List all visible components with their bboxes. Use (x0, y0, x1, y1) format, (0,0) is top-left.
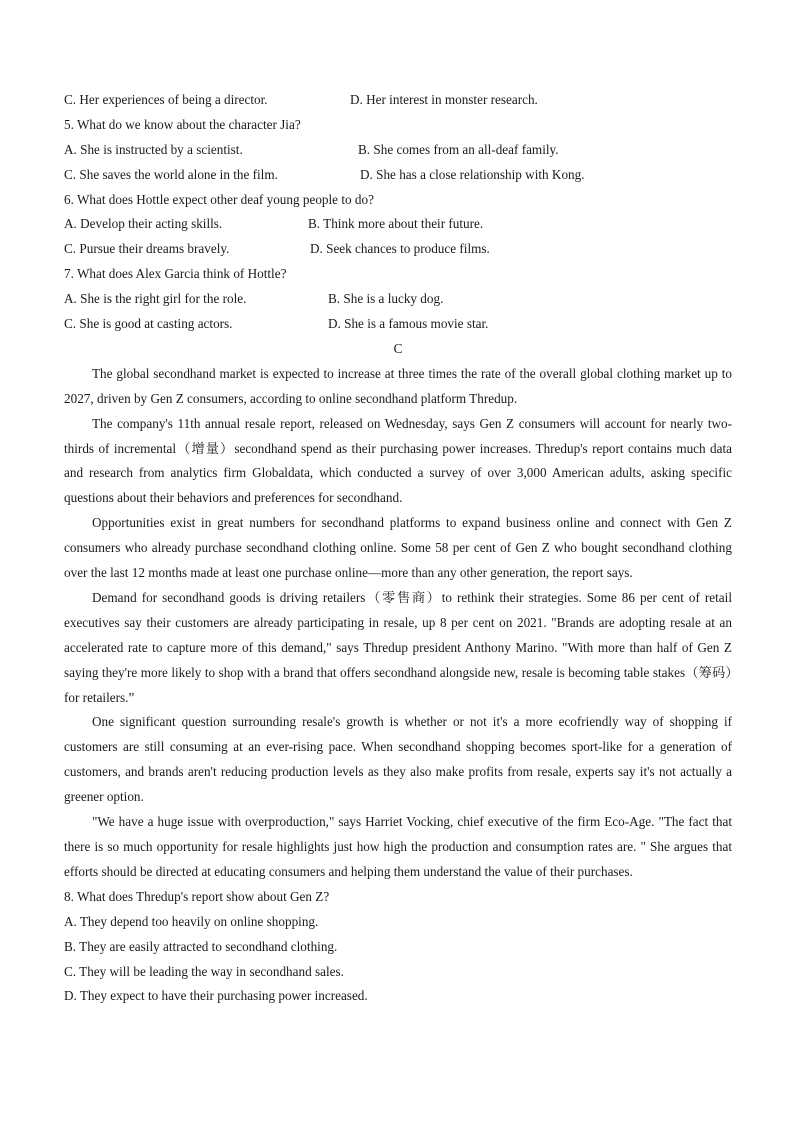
q5-option-b: B. She comes from an all-deaf family. (358, 141, 559, 157)
q8-stem: 8. What does Thredup's report show about Gen Z? (64, 888, 330, 904)
passage-paragraph-4: Demand for secondhand goods is driving retailers（零售商）to rethink their strategies. Some 86 per cent of retail executives say their customers are already participating in resale, up 8 per cent on 2021. "Brands are adopting resale at an accelerated rate to capture more of this demand," says Thredup president Anthony Marino. "With more than half of Gen Z saying they're more likely to shop with a brand that offers secondhand alongside new, resale is becoming table stakes（筹码）for retailers.” (64, 589, 732, 705)
q4-options-cd (64, 88, 732, 113)
q8-option-b: B. They are easily attracted to secondhand clothing. (64, 938, 338, 954)
q6-option-d: D. Seek chances to produce films. (310, 241, 490, 257)
q7-option-a: A. She is the right girl for the role. (64, 291, 247, 307)
q7-stem: 7. What does Alex Garcia think of Hottle? (64, 266, 287, 282)
q5-options-ab (64, 138, 732, 163)
section-heading-c: C (393, 340, 403, 356)
q8-option-c: C. They will be leading the way in secondhand sales. (64, 963, 344, 979)
q5-options-cd (64, 163, 732, 188)
q5-option-a: A. She is instructed by a scientist. (64, 141, 243, 157)
q8-option-d: D. They expect to have their purchasing power increased. (64, 988, 368, 1004)
q7-option-d: D. She is a famous movie star. (328, 316, 489, 332)
q6-stem: 6. What does Hottle expect other deaf young people to do? (64, 191, 374, 207)
document-page (64, 88, 732, 1009)
q5-option-d: D. She has a close relationship with Kong. (360, 166, 585, 182)
q6-option-a: A. Develop their acting skills. (64, 216, 223, 232)
passage-paragraph-1: The global secondhand market is expected to increase at three times the rate of the overall global clothing market up to 2027, driven by Gen Z consumers, according to online secondhand platform Thredup. (64, 365, 732, 406)
q7-options-cd (64, 312, 732, 337)
passage-paragraph-2: The company's 11th annual resale report, released on Wednesday, says Gen Z consumers will account for nearly two-thirds of incremental（增量）secondhand spend as their purchasing power increases. Thredup's report contains much data and research from analytics firm Globaldata, which conducted a survey of over 3,000 American adults, asking specific questions about their behaviors and preferences for secondhand. (64, 415, 732, 506)
q4-option-c: C. Her experiences of being a director. (64, 92, 268, 107)
passage-paragraph-3: Opportunities exist in great numbers for secondhand platforms to expand business online and connect with Gen Z consumers who already purchase secondhand clothing online. Some 58 per cent of Gen Z who bought secondhand clothing over the last 12 months made at least one purchase online—more than any other generation, the report says. (64, 515, 732, 581)
q6-option-b: B. Think more about their future. (308, 216, 484, 232)
q6-options-ab (64, 212, 732, 237)
q7-option-c: C. She is good at casting actors. (64, 316, 233, 332)
q4-option-d: D. Her interest in monster research. (350, 92, 538, 107)
passage-paragraph-6: "We have a huge issue with overproduction," says Harriet Vocking, chief executive of the firm Eco-Age. "The fact that there is so much opportunity for resale highlights just how high the production and consumption rates are. " She argues that efforts should be directed at educating consumers and helping them understand the value of their purchases. (64, 814, 732, 879)
q5-option-c: C. She saves the world alone in the film. (64, 166, 278, 182)
q8-option-a: A. They depend too heavily on online shopping. (64, 913, 319, 929)
q5-stem: 5. What do we know about the character Jia? (64, 116, 301, 132)
q7-options-ab (64, 287, 732, 312)
q6-option-c: C. Pursue their dreams bravely. (64, 241, 230, 257)
q6-options-cd (64, 237, 732, 262)
passage-paragraph-5: One significant question surrounding resale's growth is whether or not it's a more ecofriendly way of shopping if customers are still consuming at an ever-rising pace. When secondhand shopping becomes sport-like for a generation of customers, and brands aren't reducing production levels as they also make profits from resale, experts say it's not actually a greener option. (64, 714, 732, 805)
q7-option-b: B. She is a lucky dog. (328, 291, 444, 307)
